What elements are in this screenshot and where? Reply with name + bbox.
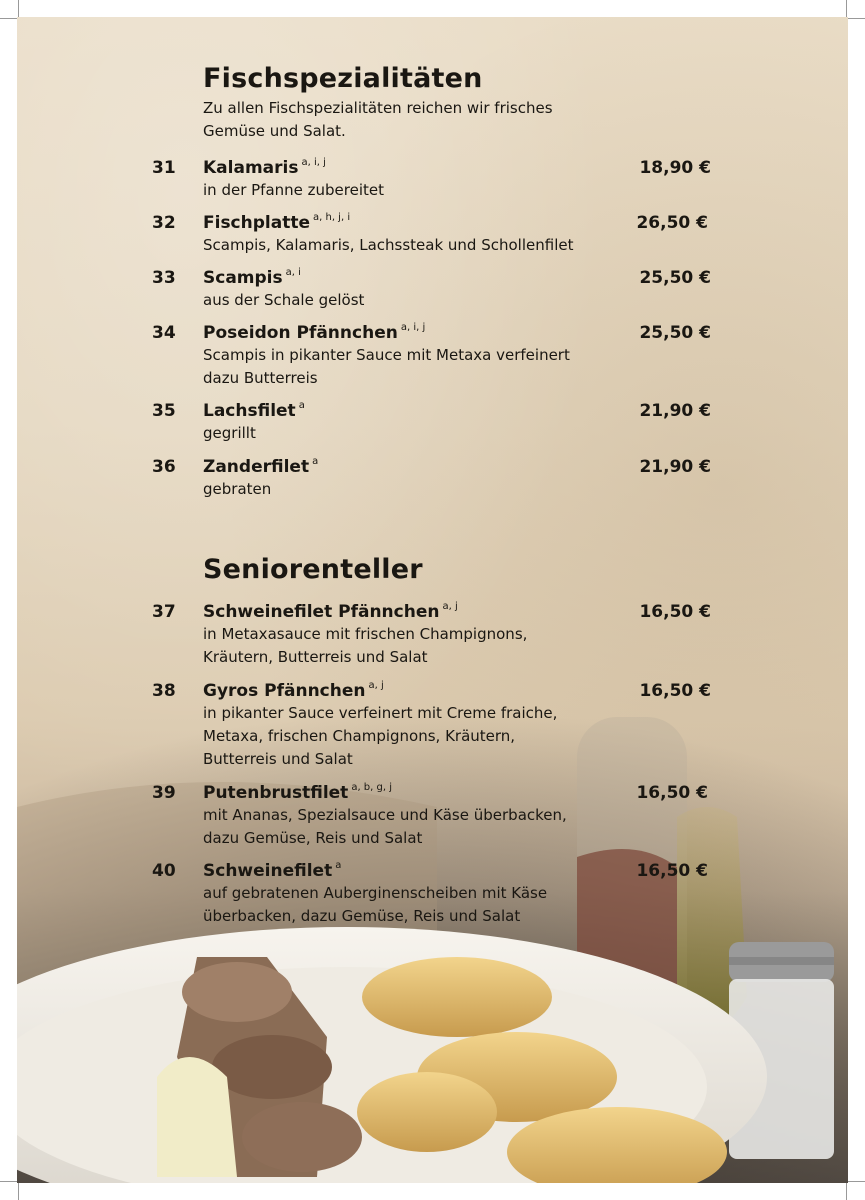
allergen-codes: a bbox=[335, 860, 342, 871]
item-name bbox=[203, 211, 350, 235]
item-name-text: Schweinefilet bbox=[203, 861, 333, 881]
description-line: Butterreis und Salat bbox=[203, 750, 353, 768]
item-name-text: Kalamaris bbox=[203, 158, 299, 178]
description-line: mit Ananas, Spezialsauce und Käse überbacken, bbox=[203, 806, 567, 824]
allergen-codes: a bbox=[312, 456, 319, 467]
description-line: dazu Butterreis bbox=[203, 369, 318, 387]
item-name bbox=[203, 600, 458, 624]
item-name-text: Scampis bbox=[203, 268, 283, 288]
item-name-text: Putenbrustfilet bbox=[203, 783, 349, 803]
description-line: Scampis in pikanter Sauce mit Metaxa verfeinert bbox=[203, 346, 570, 364]
description-line: dazu Gemüse, Reis und Salat bbox=[203, 829, 423, 847]
item-description bbox=[203, 478, 623, 501]
item-number: 36 bbox=[152, 457, 176, 477]
item-description bbox=[203, 804, 623, 850]
item-number: 34 bbox=[152, 323, 176, 343]
item-price: 25,50 € bbox=[639, 268, 711, 288]
item-price: 16,50 € bbox=[636, 783, 708, 803]
section-title-seniorenteller: Seniorenteller bbox=[203, 554, 423, 585]
allergen-codes: a bbox=[298, 400, 305, 411]
section-subtitle bbox=[203, 97, 623, 143]
crop-mark-bottom-right bbox=[846, 1181, 865, 1200]
item-name-text: Lachsfilet bbox=[203, 401, 296, 421]
description-line: Metaxa, frischen Champignons, Kräutern, bbox=[203, 727, 516, 745]
item-number: 35 bbox=[152, 401, 176, 421]
description-line: gebraten bbox=[203, 480, 272, 498]
item-number: 37 bbox=[152, 602, 176, 622]
item-price: 26,50 € bbox=[636, 213, 708, 233]
item-name bbox=[203, 781, 392, 805]
item-name bbox=[203, 859, 341, 883]
description-line: überbacken, dazu Gemüse, Reis und Salat bbox=[203, 907, 521, 925]
item-name-text: Zanderfilet bbox=[203, 457, 310, 477]
item-description bbox=[203, 234, 623, 257]
item-name-text: Poseidon Pfännchen bbox=[203, 323, 398, 343]
item-name bbox=[203, 679, 384, 703]
item-price: 25,50 € bbox=[639, 323, 711, 343]
item-number: 32 bbox=[152, 213, 176, 233]
item-number: 31 bbox=[152, 158, 176, 178]
description-line: auf gebratenen Auberginenscheiben mit Käse bbox=[203, 884, 548, 902]
section-subtitle-line: Zu allen Fischspezialitäten reichen wir frisches bbox=[203, 99, 553, 117]
allergen-codes: a, h, j, i bbox=[313, 212, 351, 223]
description-line: aus der Schale gelöst bbox=[203, 291, 365, 309]
item-price: 21,90 € bbox=[639, 401, 711, 421]
description-line: in Metaxasauce mit frischen Champignons, bbox=[203, 625, 528, 643]
item-price: 16,50 € bbox=[636, 861, 708, 881]
item-description bbox=[203, 344, 623, 390]
item-price: 18,90 € bbox=[639, 158, 711, 178]
item-description bbox=[203, 702, 623, 771]
item-description bbox=[203, 179, 623, 202]
section-subtitle-line: Gemüse und Salat. bbox=[203, 122, 346, 140]
description-line: Kräutern, Butterreis und Salat bbox=[203, 648, 428, 666]
description-line: in pikanter Sauce verfeinert mit Creme fraiche, bbox=[203, 704, 558, 722]
item-price: 16,50 € bbox=[639, 602, 711, 622]
crop-mark-top-right bbox=[846, 0, 865, 19]
menu-content bbox=[17, 17, 848, 1183]
item-name bbox=[203, 455, 318, 479]
item-description bbox=[203, 289, 623, 312]
allergen-codes: a, i, j bbox=[400, 322, 426, 333]
allergen-codes: a, b, g, j bbox=[351, 782, 392, 793]
item-price: 21,90 € bbox=[639, 457, 711, 477]
item-number: 33 bbox=[152, 268, 176, 288]
allergen-codes: a, i, j bbox=[301, 157, 326, 168]
allergen-codes: a, i bbox=[285, 267, 301, 278]
item-name bbox=[203, 321, 425, 345]
item-description bbox=[203, 422, 623, 445]
allergen-codes: a, j bbox=[368, 680, 384, 691]
item-name-text: Fischplatte bbox=[203, 213, 310, 233]
item-name bbox=[203, 266, 301, 290]
description-line: Scampis, Kalamaris, Lachssteak und Schollenfilet bbox=[203, 236, 574, 254]
menu-page bbox=[17, 17, 848, 1183]
item-description bbox=[203, 623, 623, 669]
description-line: gegrillt bbox=[203, 424, 256, 442]
item-name-text: Gyros Pfännchen bbox=[203, 681, 366, 701]
item-number: 39 bbox=[152, 783, 176, 803]
item-price: 16,50 € bbox=[639, 681, 711, 701]
description-line: in der Pfanne zubereitet bbox=[203, 181, 385, 199]
item-description bbox=[203, 882, 623, 928]
item-number: 38 bbox=[152, 681, 176, 701]
item-name bbox=[203, 399, 305, 423]
item-name bbox=[203, 156, 326, 180]
section-title-fischspezialitaeten: Fischspezialitäten bbox=[203, 63, 483, 94]
item-number: 40 bbox=[152, 861, 176, 881]
item-name-text: Schweinefilet Pfännchen bbox=[203, 602, 440, 622]
crop-mark-bottom-left bbox=[0, 1181, 19, 1200]
allergen-codes: a, j bbox=[442, 601, 458, 612]
